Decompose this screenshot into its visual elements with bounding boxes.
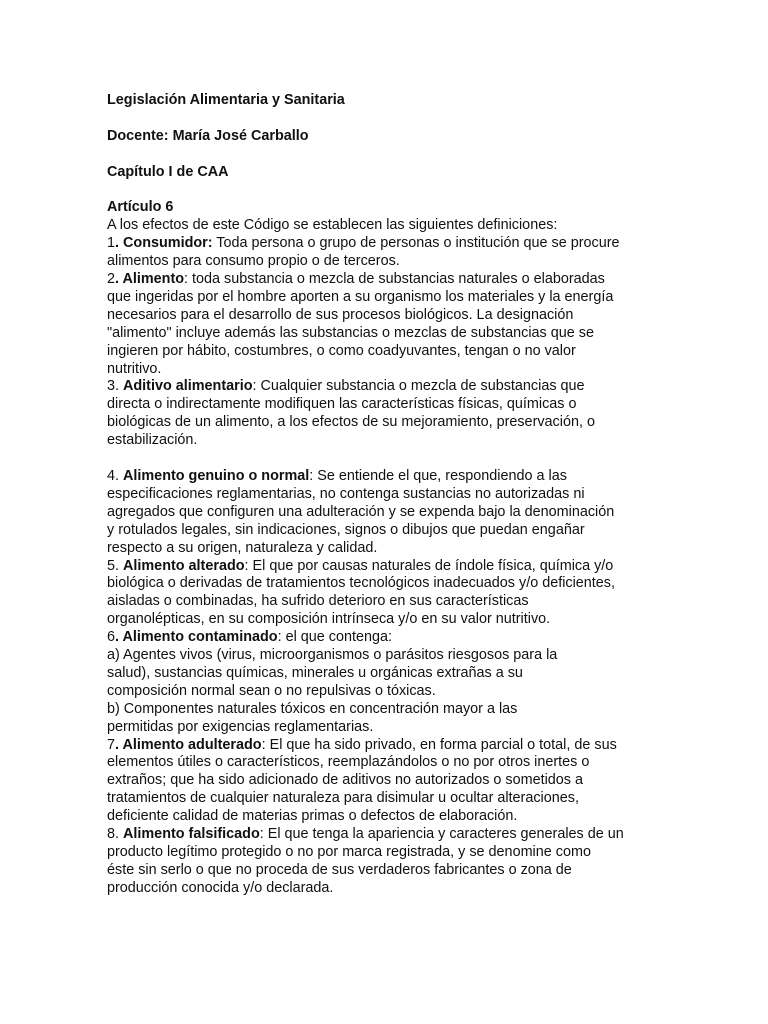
definition-text: necesarios para el desarrollo de sus procesos biológicos. La designación xyxy=(107,306,574,323)
definition-alimento-contaminado xyxy=(107,629,655,736)
definition-text: agregados que configuren una adulteración y se expenda bajo la denominación xyxy=(107,503,615,520)
definition-text: organolépticas, en su composición intrínseca y/o en su valor nutritivo. xyxy=(107,611,551,628)
definition-text: b) Componentes naturales tóxicos en concentración mayor a las xyxy=(107,700,518,717)
definition-alimento xyxy=(107,271,655,378)
definition-text: a) Agentes vivos (virus, microorganismos o parásitos riesgosos para la xyxy=(107,647,558,664)
definition-text: : Cualquier substancia o mezcla de substancias que xyxy=(252,378,585,395)
definition-text: y rotulados legales, sin indicaciones, signos o dibujos que puedan engañar xyxy=(107,521,585,538)
definition-text: : El que tenga la apariencia y caracteres generales de un xyxy=(259,826,624,843)
definition-number: 4. xyxy=(107,467,123,484)
definition-number: 7 xyxy=(107,736,116,753)
definition-text: extraños; que ha sido adicionado de aditivos no autorizados o sometidos a xyxy=(107,772,584,789)
definition-text: estabilización. xyxy=(107,432,198,449)
definition-number: 5. xyxy=(107,557,123,574)
definition-text: biológica o derivadas de tratamientos tecnológicos inadecuados y/o deficientes, xyxy=(107,575,615,592)
definition-term: Alimento alterado xyxy=(123,557,245,574)
definition-number: 2 xyxy=(107,271,116,288)
document-page xyxy=(107,92,655,898)
definition-alimento-falsificado xyxy=(107,826,655,898)
definition-text: que ingeridas por el hombre aporten a su organismo los materiales y la energía xyxy=(107,288,614,305)
definition-alimento-alterado xyxy=(107,558,655,630)
definition-text: ingieren por hábito, costumbres, o como coadyuvantes, tengan o no valor xyxy=(107,342,576,359)
definition-term: . Alimento contaminado xyxy=(115,629,278,646)
definition-text: éste sin serlo o que no proceda de sus verdaderos fabricantes o zona de xyxy=(107,861,572,878)
definition-text: biológicas de un alimento, a los efectos de su mejoramiento, preservación, o xyxy=(107,414,595,431)
definition-text: producto legítimo protegido o no por marca registrada, y se denomine como xyxy=(107,844,591,860)
chapter-heading: Capítulo I de CAA xyxy=(107,163,229,180)
definition-text: : El que por causas naturales de índole física, química y/o xyxy=(244,557,614,574)
definition-term: Alimento falsificado xyxy=(123,826,260,843)
definition-consumidor xyxy=(107,235,655,271)
definition-text: : el que contenga: xyxy=(277,629,393,646)
definition-text: producción conocida y/o declarada. xyxy=(107,879,334,896)
definition-text: aisladas o combinadas, ha sufrido deterioro en sus características xyxy=(107,593,529,610)
definition-alimento-adulterado xyxy=(107,737,655,827)
definition-text: composición normal sean o no repulsivas o tóxicas. xyxy=(107,682,436,699)
definition-text: : toda substancia o mezcla de substancias naturales o elaboradas xyxy=(184,271,605,288)
definition-alimento-genuino xyxy=(107,468,655,558)
article-heading: Artículo 6 xyxy=(107,199,174,216)
definition-aditivo-alimentario xyxy=(107,378,655,450)
definition-text: nutritivo. xyxy=(107,360,162,377)
definition-text: salud), sustancias químicas, minerales u orgánicas extrañas a su xyxy=(107,664,523,681)
definition-term: . Alimento adulterado xyxy=(115,736,262,753)
definition-text: elementos útiles o característicos, reemplazándolos o no por otros inertes o xyxy=(107,754,590,771)
definition-text: : Se entiende el que, respondiendo a las xyxy=(309,467,567,484)
definition-text: Toda persona o grupo de personas o institución que se procure xyxy=(212,235,620,252)
definition-text: permitidas por exigencias reglamentarias. xyxy=(107,718,374,735)
definition-text: respecto a su origen, naturaleza y calidad. xyxy=(107,539,378,556)
definition-text: directa o indirectamente modifiquen las características físicas, químicas o xyxy=(107,396,577,413)
definition-text: tratamientos de cualquier naturaleza para disimular u ocultar alteraciones, xyxy=(107,790,579,807)
teacher-line: Docente: María José Carballo xyxy=(107,127,309,144)
definition-number: 8. xyxy=(107,826,123,843)
definition-number: 6 xyxy=(107,629,116,646)
definition-text: : El que ha sido privado, en forma parcial o total, de sus xyxy=(261,736,617,753)
definition-text: deficiente calidad de materias primas o defectos de elaboración. xyxy=(107,808,518,825)
definition-term: Aditivo alimentario xyxy=(123,378,253,395)
definition-term: . Consumidor: xyxy=(115,235,213,252)
definition-term: . Alimento xyxy=(115,271,185,288)
definition-number: 1 xyxy=(107,235,116,252)
definition-text: alimentos para consumo propio o de terceros. xyxy=(107,253,400,270)
intro-text: A los efectos de este Código se establecen las siguientes definiciones: xyxy=(107,217,558,234)
document-title: Legislación Alimentaria y Sanitaria xyxy=(107,92,345,108)
definition-number: 3. xyxy=(107,378,123,395)
definition-text: especificaciones reglamentarias, no contenga sustancias no autorizadas ni xyxy=(107,485,585,502)
definition-text: "alimento" incluye además las substancias o mezclas de substancias que se xyxy=(107,324,594,341)
definition-term: Alimento genuino o normal xyxy=(123,467,310,484)
